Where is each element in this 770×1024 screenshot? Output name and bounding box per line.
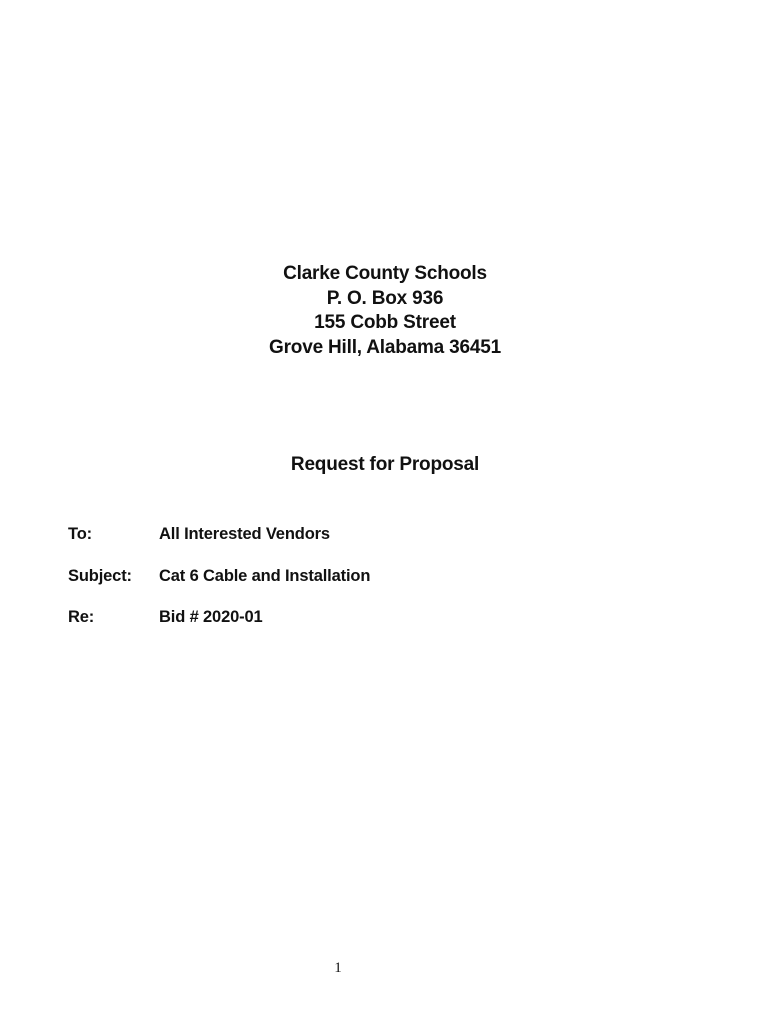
to-label: To: xyxy=(68,525,92,543)
po-box: P. O. Box 936 xyxy=(326,287,444,309)
subject-value: Cat 6 Cable and Installation xyxy=(159,567,371,585)
subject-label: Subject: xyxy=(68,567,132,585)
address-block xyxy=(0,262,770,360)
page-number: 1 xyxy=(334,960,342,976)
re-label: Re: xyxy=(68,608,95,626)
street-address: 155 Cobb Street xyxy=(314,312,456,333)
to-value: All Interested Vendors xyxy=(159,525,330,543)
document-title: Request for Proposal xyxy=(290,454,480,475)
organization-name: Clarke County Schools xyxy=(283,263,487,284)
city-state-zip: Grove Hill, Alabama 36451 xyxy=(269,336,501,358)
re-value: Bid # 2020-01 xyxy=(159,608,263,626)
